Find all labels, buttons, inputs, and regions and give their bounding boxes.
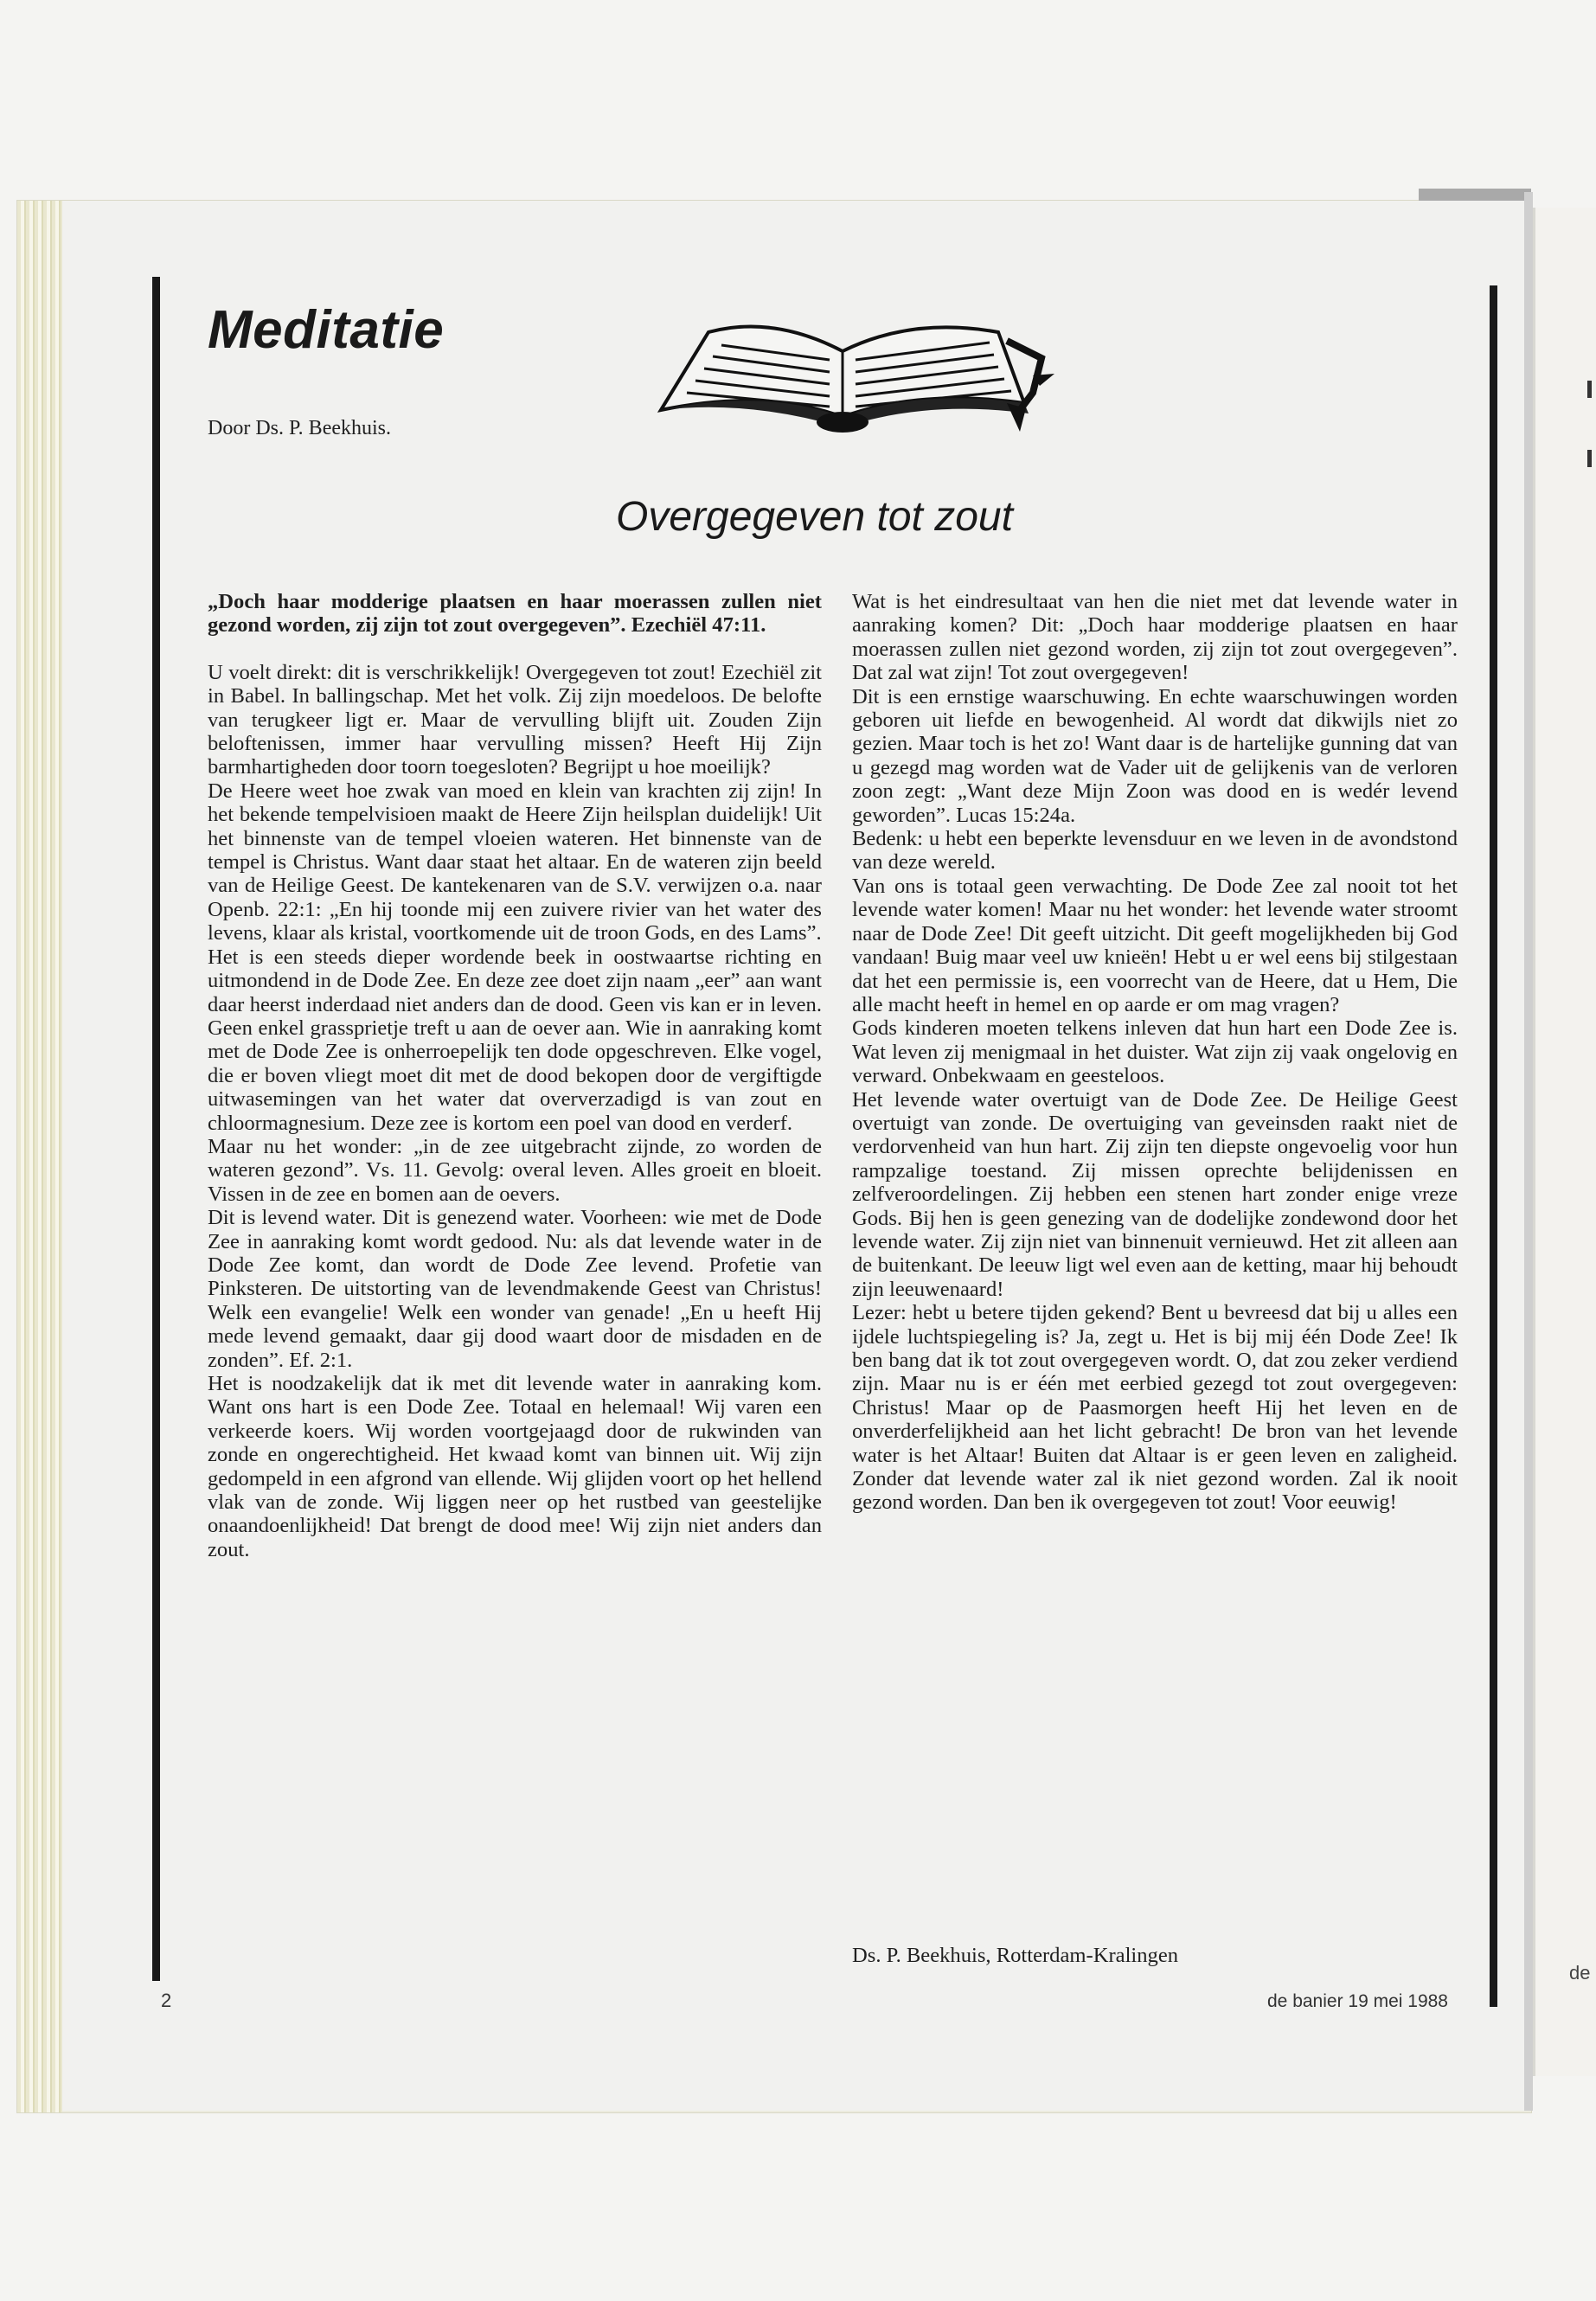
open-book-icon	[626, 306, 1059, 436]
author-signature: Ds. P. Beekhuis, Rotterdam-Kralingen	[852, 1944, 1179, 1967]
next-page-rule-mark	[1587, 381, 1592, 398]
paragraph: Het is noodzakelijk dat ik met dit levende water in aanraking kom. Want ons hart is een Dode Zee. Totaal en helemaal! Wij varen een verkeerde koers. Wij worden voortgejaagd door de rukwinden van zonde en ongerechtigheid. Het kwaad komt van binnen uit. Wij zijn gedompeld in een afgrond van ellende. Wij glijden voort op het hellend vlak van de zonde. Wij liggen neer op het rustbed van geestelijke onaandoenlijkheid! Dat brengt de dood mee! Wij zijn niet anders dan zout.	[208, 1372, 822, 1561]
paragraph: Dit is een ernstige waarschuwing. En echte waarschuwingen worden geboren uit liefde en bewogenheid. Al wordt dat dikwijls niet zo gezien. Maar toch is het zo! Want daar is de hartelijke gunning dat van u gezegd mag worden wat de Vader uit de gelijkenis van de verloren zoon zegt: „Want deze Mijn Zoon was dood en is wedér levend geworden”. Lucas 15:24a.	[852, 684, 1458, 827]
next-page	[1533, 208, 1596, 2076]
article-title: Overgegeven tot zout	[616, 494, 1013, 540]
page-number: 2	[161, 1990, 172, 2011]
paragraph: Van ons is totaal geen verwachting. De Dode Zee zal nooit tot het levende water komen! Maar nu het wonder: het levende water stroomt naar de Dode Zee! Dit geeft uitzicht. Dit geeft mogelijkheden bij God vandaan! Buig maar veel uw knieën! Hebt u er wel eens bij stilgestaan dat het een permissie is, een voorrecht van de Heere, dat u Hem, Die alle macht heeft in hemel en op aarde er om mag vragen?	[852, 874, 1458, 1016]
paragraph: Wat is het eindresultaat van hen die niet met dat levende water in aanraking komen? Dit: „Doch haar modderige plaatsen en haar moerassen zullen niet gezond worden, zij zijn tot zout overgegeven”. Dat zal wat zijn! Tot zout overgegeven!	[852, 590, 1458, 685]
left-vertical-rule	[152, 277, 160, 1981]
right-vertical-rule	[1490, 285, 1497, 2007]
paragraph: Bedenk: u hebt een beperkte levensduur en we leven in de avondstond van deze wereld.	[852, 827, 1458, 875]
paragraph: Lezer: hebt u betere tijden gekend? Bent u bevreesd dat bij u alles een ijdele luchtspiegeling is? Ja, zegt u. Het is bij mij één Dode Zee! Ik ben bang dat ik tot zout overgegeven wordt. O, dat zou zeker verdiend zijn. Maar nu is er één met eerbied gezegd tot zout overgegeven: Christus! Maar op de Paasmorgen heeft Hij het leven en de onverderfelijkheid aan het licht gebracht! De bron van het levende water is het Altaar! Buiten dat Altaar is er geen leven en zaligheid. Zonder dat levende water zal ik niet gezond worden. Zal ik nooit gezond worden. Dan ben ik overgegeven tot zout! Voor eeuwig!	[852, 1301, 1458, 1515]
next-page-footer-fragment: de	[1569, 1962, 1591, 1984]
paragraph: U voelt direkt: dit is verschrikkelijk! Overgegeven tot zout! Ezechiël zit in Babel. In ballingschap. Met het volk. Zij zijn moedeloos. De belofte van terugkeer ligt er. Maar de vervulling blijft uit. Zouden Zijn beloftenissen, immer haar vervulling missen? Heeft Hij Zijn barmhartigheden door toorn toegesloten? Begrijpt u hoe moeilijk?	[208, 660, 822, 779]
scripture-quote: „Doch haar modderige plaatsen en haar moerassen zullen niet gezond worden, zij zijn tot zout overgegeven”. Ezechiël 47:11.	[208, 590, 822, 638]
paragraph: Het levende water overtuigt van de Dode Zee. De Heilige Geest overtuigt van zonde. De overtuiging van geveinsden raakt niet de verdorvenheid van hun hart. Zij zijn ten diepste ongevoelig voor hun rampzalige toestand. Zij missen oprechte belijdenissen en zelfveroordelingen. Zij hebben een stenen hart zonder enige vreze Gods. Bij hen is geen genezing van de dodelijke zondewond door het levende water. Zij zijn niet van binnenuit vernieuwd. Het zit alleen aan de buitenkant. De leeuw ligt wel even aan de ketting, maar hij behoudt zijn leeuwenaard!	[852, 1087, 1458, 1301]
paragraph: Gods kinderen moeten telkens inleven dat hun hart een Dode Zee is. Wat leven zij menigmaal in het duister. Wat zijn zij vaak ongelovig en verward. Onbekwaam en geesteloos.	[852, 1016, 1458, 1088]
paragraph: De Heere weet hoe zwak van moed en klein van krachten zij zijn! In het bekende tempelvisioen maakt de Heere Zijn heilsplan duidelijk! Uit het binnenste van de tempel vloeien wateren. Het binnenste van de tempel is Christus. Want daar staat het altaar. En de wateren zijn beeld van de Heilige Geest. De kantekenaren van de S.V. verwijzen o.a. naar Openb. 22:1: „En hij toonde mij een zuivere rivier van het water des levens, klaar als kristal, voortkomende uit de troon Gods, en des Lams”.	[208, 779, 822, 945]
right-column	[852, 590, 1458, 1515]
book-spine	[1524, 192, 1533, 2111]
paragraph: Dit is levend water. Dit is genezend water. Voorheen: wie met de Dode Zee in aanraking komt wordt gedood. Nu: als dat levende water in de Dode Zee komt, dan wordt de Dode Zee levend. Profetie van Pinksteren. De uitstorting van de levendmakende Geest van Christus! Welk een evangelie! Welk een wonder van genade! „En u heeft Hij mede levend gemaakt, daar gij dood waart door de misdaden en de zonden”. Ef. 2:1.	[208, 1206, 822, 1372]
author-byline: Door Ds. P. Beekhuis.	[208, 417, 392, 439]
section-title: Meditatie	[208, 300, 445, 360]
page-edges	[17, 201, 62, 2112]
issue-footer: de banier 19 mei 1988	[1267, 1991, 1448, 2011]
paragraph: Maar nu het wonder: „in de zee uitgebracht zijnde, zo worden de wateren gezond”. Vs. 11. Gevolg: overal leven. Alles groeit en bloeit. Vissen in de zee en bomen aan de oevers.	[208, 1134, 822, 1206]
paragraph: Het is een steeds dieper wordende beek in oostwaartse richting en uitmondend in de Dode Zee. En deze zee doet zijn naam „eer” aan want daar heerst inderdaad niet anders dan de dood. Geen vis kan er in leven. Geen enkel grassprietje treft u aan de oever aan. Wie in aanraking komt met de Dode Zee is onherroepelijk ten dode opgeschreven. Elke vogel, die er boven vliegt moet dit met de dood bekopen door de vergiftigde uitwasemingen van het water dat oververzadigd is van zout en chloormagnesium. Deze zee is kortom een poel van dood en verderf.	[208, 945, 822, 1135]
left-column	[208, 590, 822, 1561]
next-page-rule-mark	[1587, 450, 1592, 467]
